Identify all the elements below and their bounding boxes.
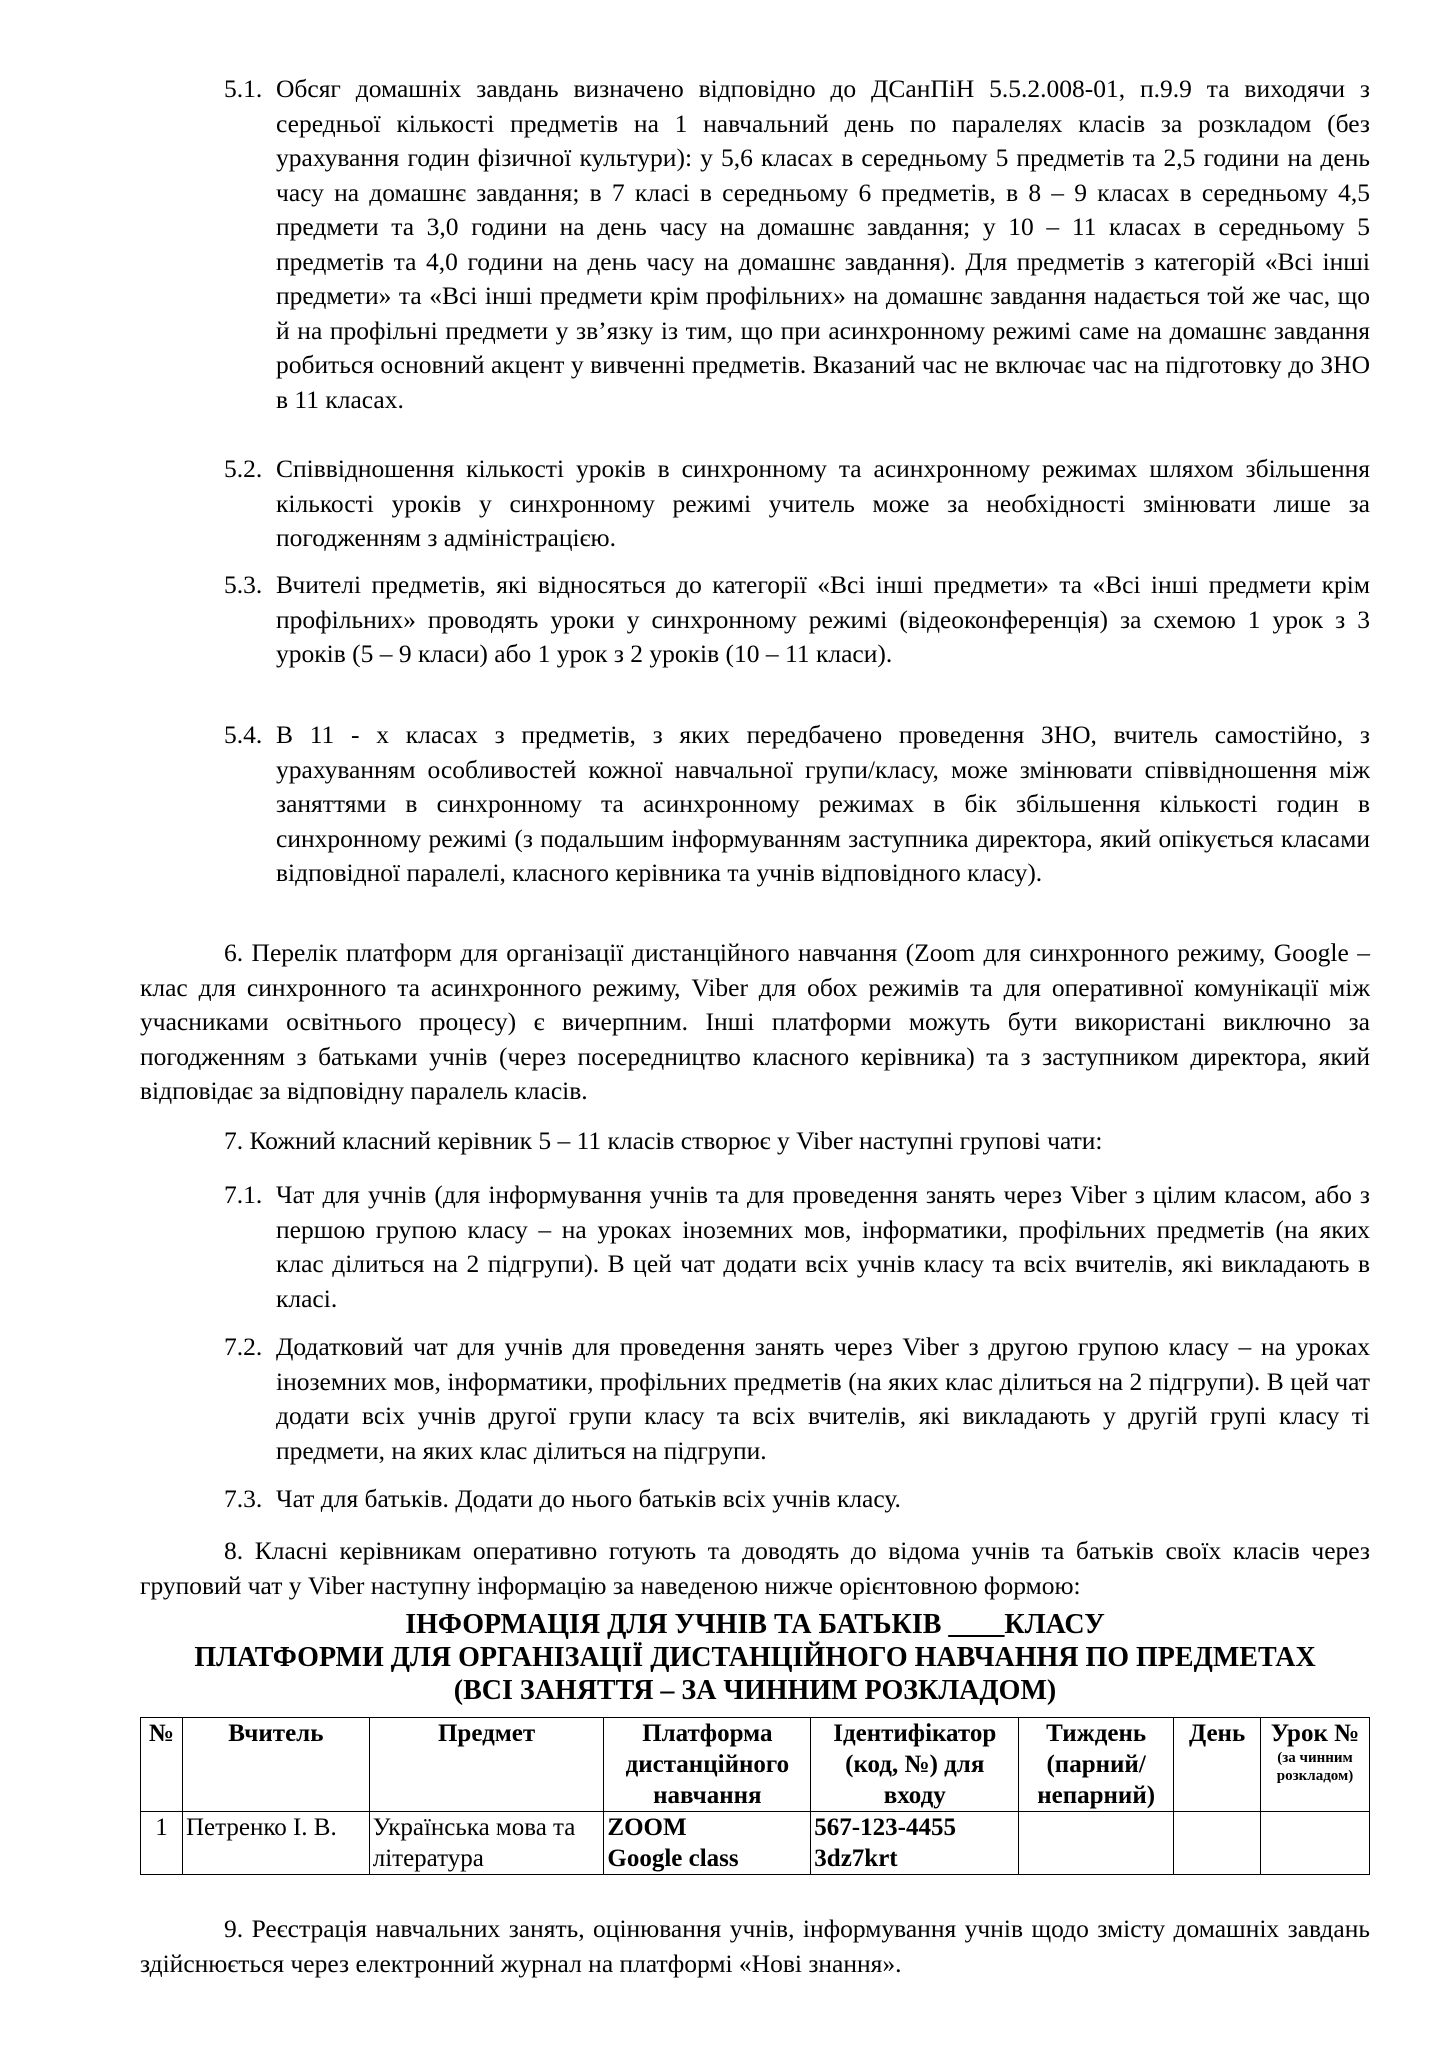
header-lesson [1261, 1718, 1370, 1812]
item-number: 5.1. [224, 74, 263, 103]
item-number: 5.4. [224, 720, 263, 749]
header-week: Тиждень (парний/ непарний) [1019, 1718, 1174, 1812]
item-number: 7.1. [224, 1180, 263, 1209]
platform-google-class: Google class [607, 1845, 739, 1872]
cell-subject: Українська мова та література [369, 1812, 604, 1875]
table-header-row [141, 1718, 1370, 1812]
platform-table [140, 1717, 1370, 1875]
paragraph-7: 7. Кожний класний керівник 5 – 11 класів створює у Viber наступні групові чати: [224, 1126, 1103, 1155]
header-day: День [1174, 1718, 1261, 1812]
cell-identifier [811, 1812, 1019, 1875]
cell-platform [604, 1812, 811, 1875]
info-heading [140, 1608, 1370, 1707]
item-5-1 [224, 72, 1370, 417]
header-teacher: Вчитель [182, 1718, 369, 1812]
item-text: В 11 - х класах з предметів, з яких передбачено проведення ЗНО, вчитель самостійно, з урахуванням особливостей кожної навчальної групи/класу, може змінювати співвідношення між заняттями в синхронному та асинхронному режимах в бік збільшення кількості годин в синхронному режимі (з подальшим інформуванням заступника директора, який опікується класами відповідної паралелі, класного керівника та учнів відповідного класу). [276, 720, 1370, 887]
header-lesson-note: (за чинним розкладом) [1276, 1750, 1354, 1784]
heading-line-1: ІНФОРМАЦІЯ ДЛЯ УЧНІВ ТА БАТЬКІВ ____КЛАСУ [405, 1609, 1105, 1640]
paragraph-6: 6. Перелік платформ для організації дистанційного навчання (Zoom для синхронного режиму, Google – клас для синхронного та асинхронного режиму, Viber для обох режимів та для оперативної комунікації між учасниками освітнього процесу) є вичерпним. Інші платформи можуть бути використані виключно за погодженням з батьками учнів (через посередництво класного керівника) та з заступником директора, який відповідає за відповідну паралель класів. [140, 938, 1370, 1105]
item-number: 5.2. [224, 454, 263, 483]
paragraph-9: 9. Реєстрація навчальних занять, оцінювання учнів, інформування учнів щодо змісту домашніх завдань здійснюється через електронний журнал на платформі «Нові знання». [140, 1914, 1370, 1978]
cell-num: 1 [141, 1812, 183, 1875]
header-lesson-label: Урок № [1270, 1720, 1360, 1747]
item-text: Обсяг домашніх завдань визначено відповідно до ДСанПіН 5.5.2.008-01, п.9.9 та виходячи з середньої кількості предметів на 1 навчальний день по паралелях класів за розкладом (без урахування годин фізичної культури): у 5,6 класах в середньому 5 предметів та 2,5 години на день часу на домашнє завдання; в 7 класі в середньому 6 предметів, в 8 – 9 класах в середньому 4,5 предмети та 3,0 години на день часу на домашнє завдання; у 10 – 11 класах в середньому 5 предметів та 4,0 години на день часу на домашнє завдання). Для предметів з категорій «Всі інші предмети» та «Всі інші предмети крім профільних» на домашнє завдання надається той же час, що й на профільні предмети у зв’язку із тим, що при асинхронному режимі саме на домашнє завдання робиться основний акцент у вивченні предметів. Вказаний час не включає час на підготовку до ЗНО в 11 класах. [276, 74, 1370, 414]
item-7-3 [224, 1482, 1370, 1517]
item-5-4 [224, 718, 1370, 891]
item-text: Чат для батьків. Додати до нього батьків всіх учнів класу. [276, 1484, 901, 1513]
item-number: 7.3. [224, 1484, 263, 1513]
item-text: Чат для учнів (для інформування учнів та для проведення занять через Viber з цілим класом, або з першою групою класу – на уроках іноземних мов, інформатики, профільних предметів (на яких клас ділиться на 2 підгрупи). В цей чат додати всіх учнів класу та всіх вчителів, які викладають в класі. [276, 1180, 1370, 1313]
header-identifier: Ідентифікатор (код, №) для входу [811, 1718, 1019, 1812]
platform-zoom: ZOOM [607, 1814, 687, 1841]
item-text: Вчителі предметів, які відносяться до категорії «Всі інші предмети» та «Всі інші предмети крім профільних» проводять уроки у синхронному режимі (відеоконференція) за схемою 1 урок з 3 уроків (5 – 9 класи) або 1 урок з 2 уроків (10 – 11 класи). [276, 570, 1370, 668]
cell-lesson [1261, 1812, 1370, 1875]
header-platform: Платформа дистанційного навчання [604, 1718, 811, 1812]
item-7-1 [224, 1178, 1370, 1316]
paragraph-8: 8. Класні керівникам оперативно готують та доводять до відома учнів та батьків своїх класів через груповий чат у Viber наступну інформацію за наведеною нижче орієнтовною формою: [140, 1536, 1370, 1600]
item-5-3 [224, 568, 1370, 672]
heading-line-2: ПЛАТФОРМИ ДЛЯ ОРГАНІЗАЦІЇ ДИСТАНЦІЙНОГО НАВЧАННЯ ПО ПРЕДМЕТАХ [194, 1642, 1316, 1673]
identifier-google-class: 3dz7krt [814, 1845, 898, 1872]
header-subject: Предмет [369, 1718, 604, 1812]
item-5-2 [224, 452, 1370, 556]
cell-day [1174, 1812, 1261, 1875]
item-text: Співвідношення кількості уроків в синхронному та асинхронному режимах шляхом збільшення кількості уроків у синхронному режимі учитель може за необхідності змінювати лише за погодженням з адміністрацією. [276, 454, 1370, 552]
header-num: № [141, 1718, 183, 1812]
item-text: Додатковий чат для учнів для проведення занять через Viber з другою групою класу – на уроках іноземних мов, інформатики, профільних предметів (на яких клас ділиться на 2 підгрупи). В цей чат додати всіх учнів другої групи класу та всіх вчителів, які викладають у другій групі класу ті предмети, на яких клас ділиться на підгрупи. [276, 1332, 1370, 1465]
item-number: 7.2. [224, 1332, 263, 1361]
item-7-2 [224, 1330, 1370, 1468]
heading-line-3: (ВСІ ЗАНЯТТЯ – ЗА ЧИННИМ РОЗКЛАДОМ) [453, 1675, 1057, 1706]
cell-teacher: Петренко І. В. [182, 1812, 369, 1875]
cell-week [1019, 1812, 1174, 1875]
table-row [141, 1812, 1370, 1875]
identifier-zoom: 567-123-4455 [814, 1814, 956, 1841]
item-number: 5.3. [224, 570, 263, 599]
